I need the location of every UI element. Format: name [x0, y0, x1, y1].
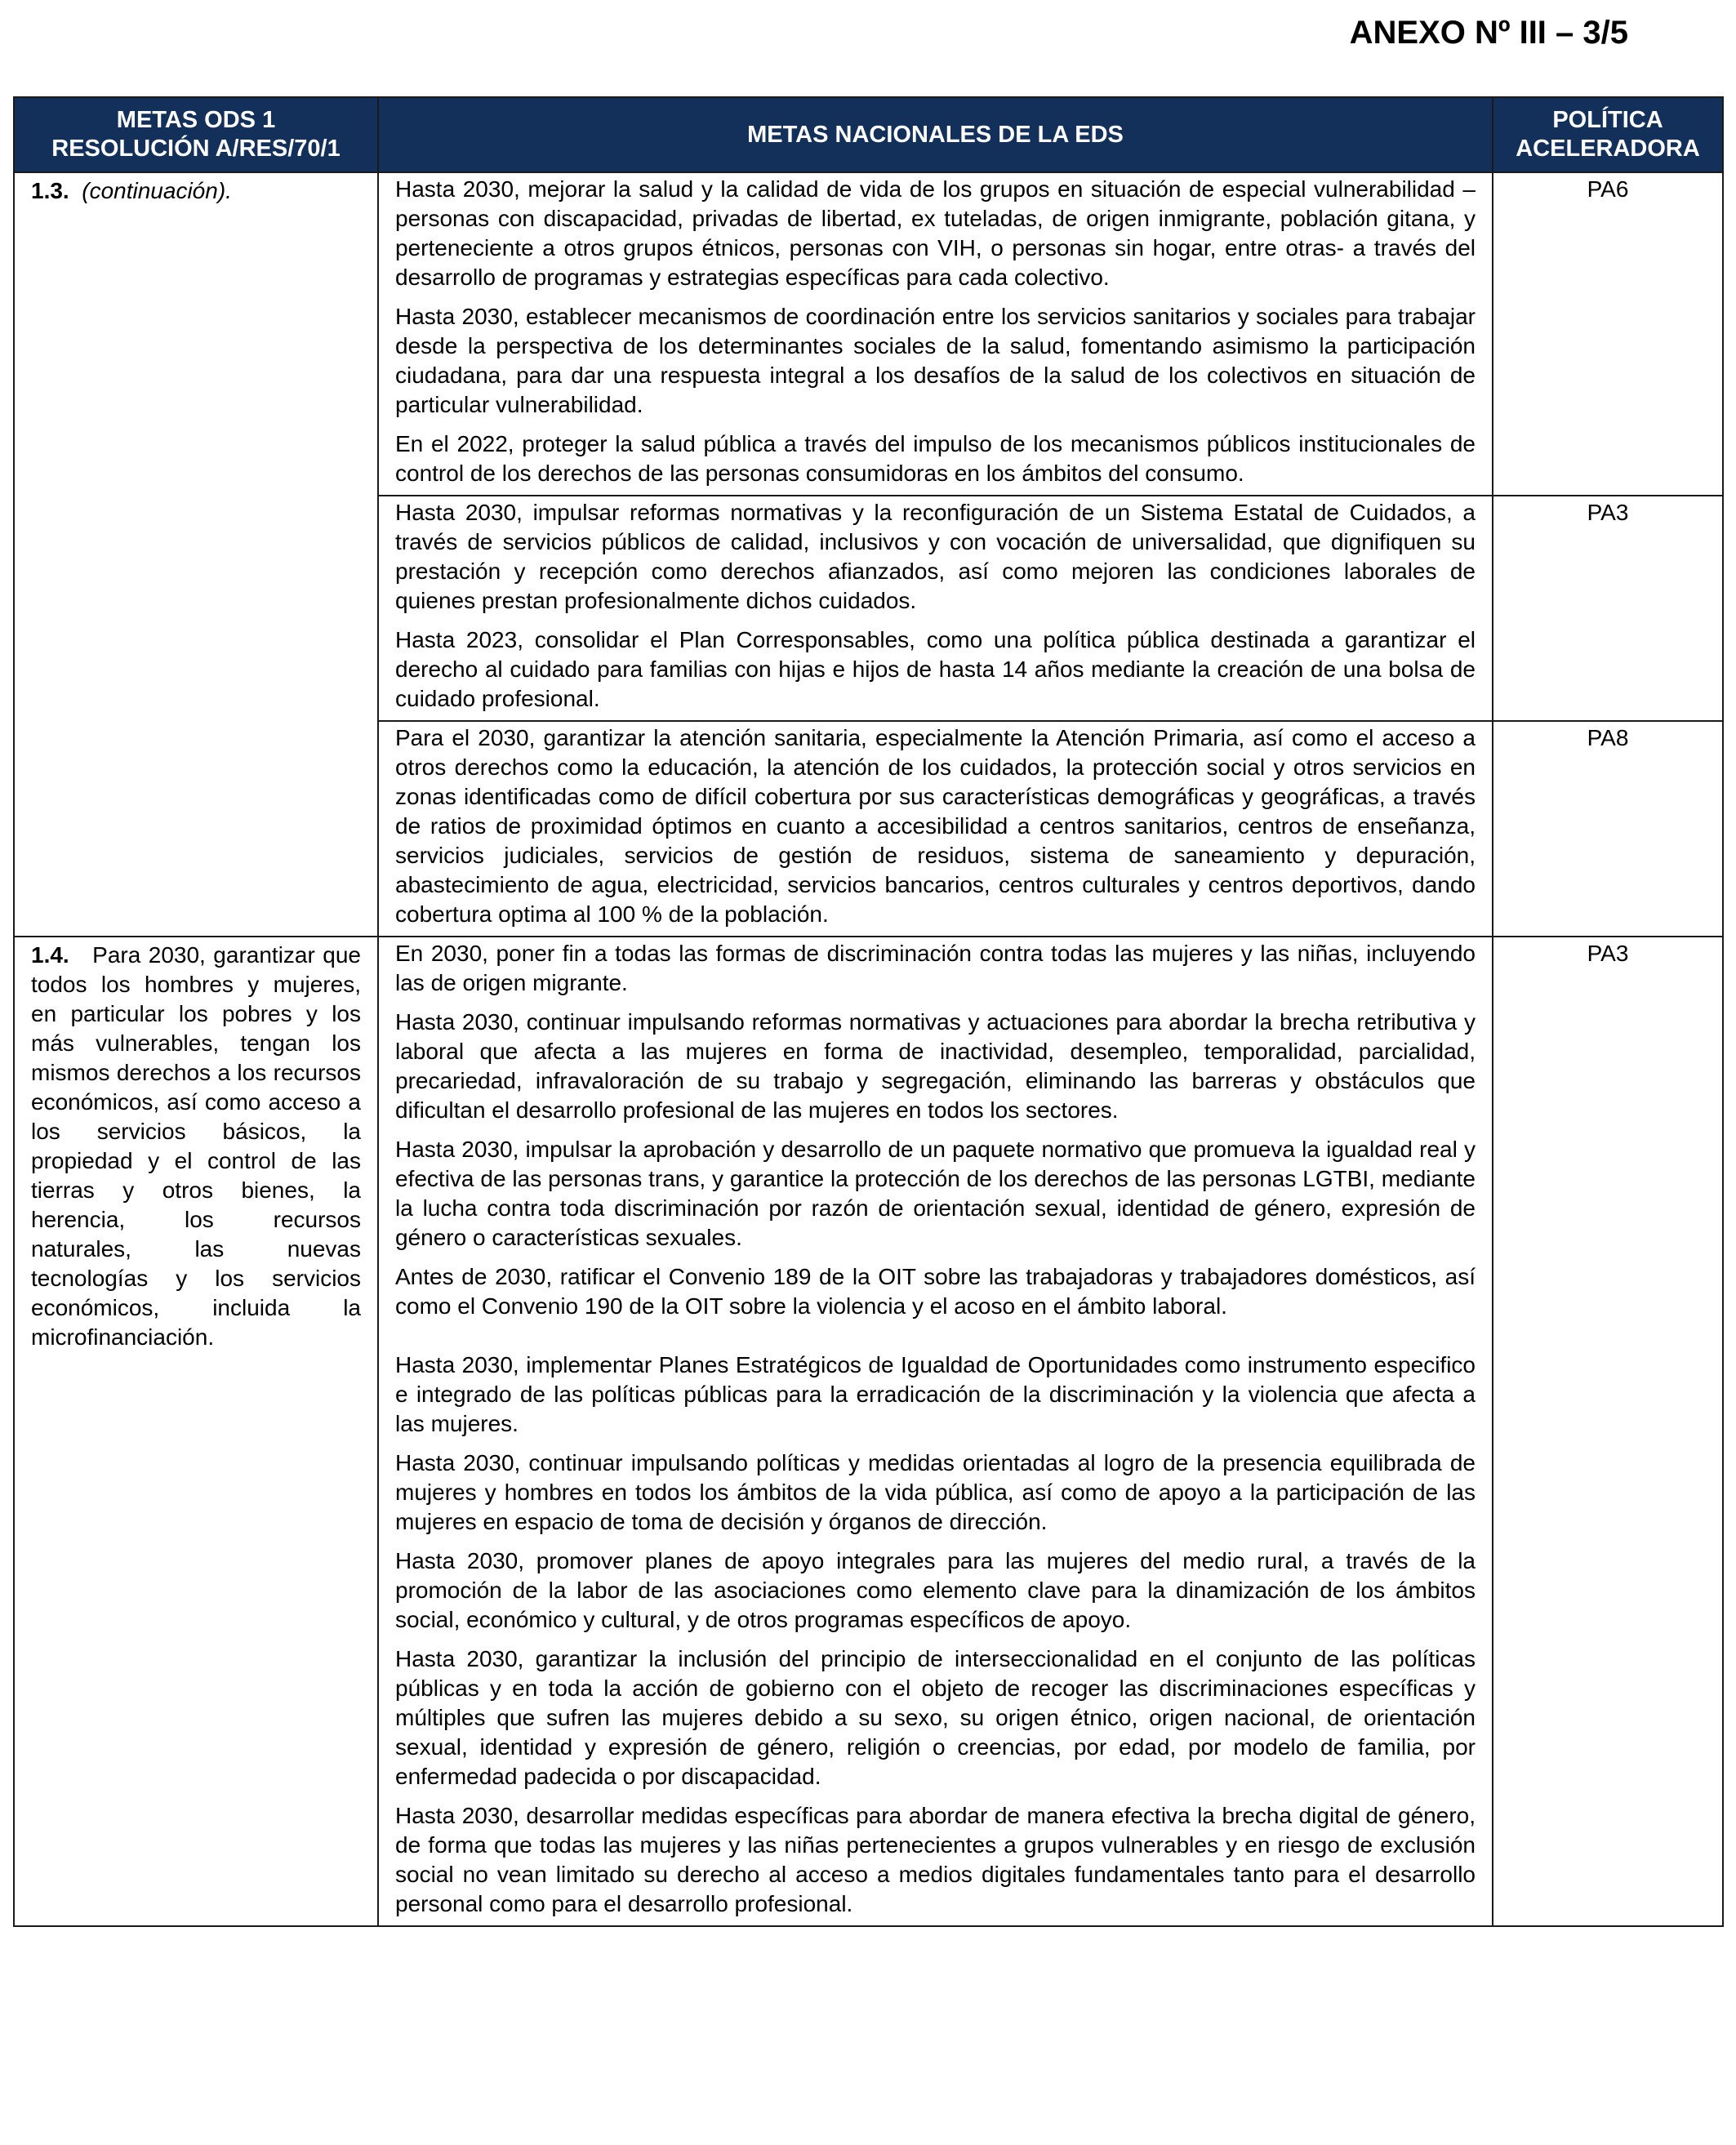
pa-cell: PA6: [1493, 172, 1723, 496]
ods-number: 1.4.: [31, 942, 69, 968]
header-metas-ods-line2: RESOLUCIÓN A/RES/70/1: [51, 136, 341, 162]
eds-paragraph: En el 2022, proteger la salud pública a través del impulso de los mecanismos públicos institucionales de control de los derechos de las personas consumidoras en los ámbitos del consumo.: [395, 431, 1476, 486]
eds-cell: [378, 496, 1493, 721]
header-politica-line2: ACELERADORA: [1516, 136, 1700, 162]
eds-cell: [378, 172, 1493, 496]
header-row: [14, 97, 1723, 172]
table-row: [14, 937, 1723, 1926]
eds-cell: [378, 721, 1493, 937]
eds-paragraph: Para el 2030, garantizar la atención sanitaria, especialmente la Atención Primaria, así como el acceso a otros derechos como la educación, la atención de los cuidados, la protección social y otros servicios en zonas identificadas como de difícil cobertura por sus características demográficas y geográficas, a través de ratios de proximidad óptimos en cuanto a accesibilidad a centros sanitarios, centros de enseñanza, servicios judiciales, servicios de gestión de residuos, sistema de saneamiento y depuración, abastecimiento de agua, electricidad, servicios bancarios, centros culturales y centros deportivos, dando cobertura optima al 100 % de la población.: [395, 725, 1476, 927]
header-metas-nacionales-label: METAS NACIONALES DE LA EDS: [747, 121, 1124, 148]
header-metas-ods-line1: METAS ODS 1: [116, 107, 276, 133]
goals-table: [13, 96, 1724, 1927]
ods-text: (continuación).: [82, 178, 232, 203]
eds-paragraph: Hasta 2030, implementar Planes Estratégicos de Igualdad de Oportunidades como instrumento especifico e integrado de las políticas públicas para la erradicación de la discriminación y la violencia que afecta a las mujeres.: [395, 1352, 1476, 1436]
header-metas-nacionales: [378, 97, 1493, 172]
annex-title: ANEXO Nº III – 3/5: [1349, 15, 1628, 51]
eds-paragraph: En 2030, poner fin a todas las formas de discriminación contra todas las mujeres y las niñas, incluyendo las de origen migrante.: [395, 941, 1476, 995]
eds-cell: [378, 937, 1493, 1926]
ods-cell-1-3: [14, 172, 378, 937]
table-row: [14, 172, 1723, 496]
ods-text: Para 2030, garantizar que todos los hombres y mujeres, en particular los pobres y los más vulnerables, tengan los mismos derechos a los recursos económicos, así como acceso a los servicios básicos, la propiedad y el control de las tierras y otros bienes, la herencia, los recursos naturales, las nuevas tecnologías y los servicios económicos, incluida la microfinanciación.: [31, 942, 362, 1350]
table-body: [14, 172, 1723, 1926]
eds-paragraph: Hasta 2030, establecer mecanismos de coordinación entre los servicios sanitarios y sociales para trabajar desde la perspectiva de los determinantes sociales de la salud, fomentando asimismo la participación ciudadana, para dar una respuesta integral a los desafíos de la salud de los colectivos en situación de particular vulnerabilidad.: [395, 304, 1476, 417]
eds-paragraph: Hasta 2030, garantizar la inclusión del principio de interseccionalidad en el conjunto de las políticas públicas y en toda la acción de gobierno con el objeto de recoger las discriminaciones específicas y múltiples que sufren las mujeres debido a su sexo, su origen étnico, origen nacional, de orientación sexual, identidad y expresión de género, religión o creencias, por edad, por modelo de familia, por enfermedad padecida o por discapacidad.: [395, 1646, 1476, 1789]
header-politica-aceleradora: [1493, 97, 1723, 172]
table-header: [14, 97, 1723, 172]
pa-cell: PA3: [1493, 496, 1723, 721]
pa-cell: PA3: [1493, 937, 1723, 1926]
eds-paragraph: Hasta 2023, consolidar el Plan Corresponsables, como una política pública destinada a garantizar el derecho al cuidado para familias con hijas e hijos de hasta 14 años mediante la creación de una bolsa de cuidado profesional.: [395, 627, 1476, 711]
eds-paragraph: Hasta 2030, desarrollar medidas específicas para abordar de manera efectiva la brecha digital de género, de forma que todas las mujeres y las niñas pertenecientes a grupos vulnerables y en riesgo de exclusión social no vean limitado su derecho al acceso a medios digitales fundamentales tanto para el desarrollo personal como para el desarrollo profesional.: [395, 1803, 1476, 1916]
pa-cell: PA8: [1493, 721, 1723, 937]
eds-paragraph: Hasta 2030, impulsar la aprobación y desarrollo de un paquete normativo que promueva la igualdad real y efectiva de las personas trans, y garantice la protección de los derechos de las personas LGTBI, mediante la lucha contra toda discriminación por razón de orientación sexual, identidad de género, expresión de género o características sexuales.: [395, 1137, 1476, 1250]
eds-paragraph: Hasta 2030, promover planes de apoyo integrales para las mujeres del medio rural, a través de la promoción de la labor de las asociaciones como elemento clave para la dinamización de los ámbitos social, económico y cultural, y de otros programas específicos de apoyo.: [395, 1548, 1476, 1632]
ods-number: 1.3.: [31, 178, 69, 203]
header-metas-ods: [14, 97, 378, 172]
eds-paragraph: Hasta 2030, mejorar la salud y la calidad de vida de los grupos en situación de especial vulnerabilidad –personas con discapacidad, privadas de libertad, ex tuteladas, de origen inmigrante, población gitana, y perteneciente a otros grupos étnicos, personas con VIH, o personas sin hogar, entre otras- a través del desarrollo de programas y estrategias específicas para cada colectivo.: [395, 176, 1476, 290]
ods-cell-1-4: [14, 937, 378, 1926]
eds-paragraph: Hasta 2030, continuar impulsando reformas normativas y actuaciones para abordar la brecha retributiva y laboral que afecta a las mujeres en forma de inactividad, desempleo, temporalidad, parcialidad, precariedad, infravaloración de su trabajo y segregación, eliminando las barreras y obstáculos que dificultan el desarrollo profesional de las mujeres en todos los sectores.: [395, 1009, 1476, 1123]
eds-paragraph: Hasta 2030, impulsar reformas normativas y la reconfiguración de un Sistema Estatal de Cuidados, a través de servicios públicos de calidad, inclusivos y con vocación de universalidad, que dignifiquen su prestación y recepción como derechos afianzados, así como mejoren las condiciones laborales de quienes prestan profesionalmente dichos cuidados.: [395, 500, 1476, 613]
eds-paragraph: Antes de 2030, ratificar el Convenio 189 de la OIT sobre las trabajadoras y trabajadores domésticos, así como el Convenio 190 de la OIT sobre la violencia y el acoso en el ámbito laboral.: [395, 1264, 1476, 1319]
header-politica-line1: POLÍTICA: [1552, 107, 1663, 133]
eds-paragraph: Hasta 2030, continuar impulsando políticas y medidas orientadas al logro de la presencia equilibrada de mujeres y hombres en todos los ámbitos de la vida pública, así como de apoyo a la participación de las mujeres en espacio de toma de decisión y órganos de dirección.: [395, 1450, 1476, 1534]
